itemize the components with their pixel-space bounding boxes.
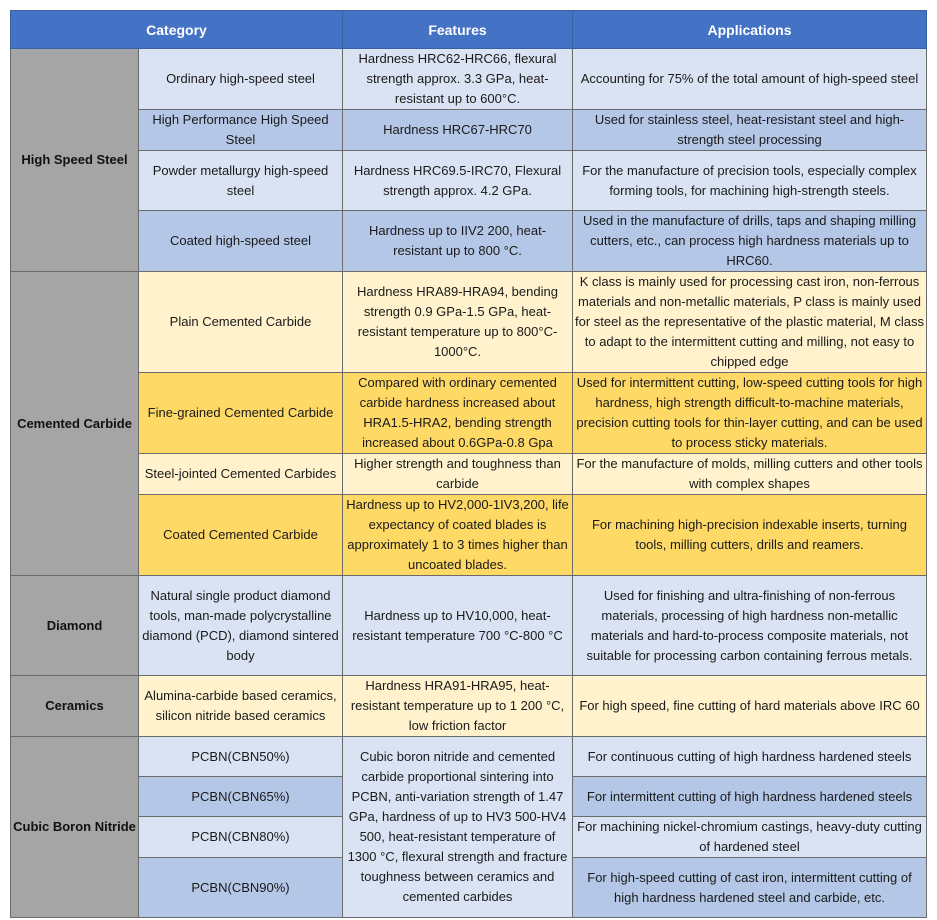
material-type: High Performance High Speed Steel [139,110,343,151]
table-row [11,737,927,777]
material-features: Hardness up to HV2,000-1IV3,200, life expectancy of coated blades is approximately 1 to 3 times higher than uncoated blades. [343,495,573,576]
material-applications: For intermittent cutting of high hardness hardened steels [573,777,927,817]
material-type: Coated Cemented Carbide [139,495,343,576]
material-applications: Used for intermittent cutting, low-speed cutting tools for high hardness, high strength difficult-to-machine materials, precision cutting tools for thin-layer cutting, and can be used to process sticky materials. [573,373,927,454]
material-applications: For continuous cutting of high hardness hardened steels [573,737,927,777]
material-type: Natural single product diamond tools, man-made polycrystalline diamond (PCD), diamond sintered body [139,576,343,676]
category-cemented-carbide: Cemented Carbide [11,272,139,576]
table-row [11,495,927,576]
material-features: Hardness HRC67-HRC70 [343,110,573,151]
material-applications: For high speed, fine cutting of hard materials above IRC 60 [573,676,927,737]
material-features: Hardness HRA91-HRA95, heat-resistant temperature up to 1 200 °C, low friction factor [343,676,573,737]
material-applications: Used for finishing and ultra-finishing of non-ferrous materials, processing of high hardness non-metallic materials and hard-to-process composite materials, not suitable for processing carbon containing ferrous metals. [573,576,927,676]
material-type: Steel-jointed Cemented Carbides [139,454,343,495]
material-type: Powder metallurgy high-speed steel [139,151,343,211]
material-applications: For the manufacture of molds, milling cutters and other tools with complex shapes [573,454,927,495]
material-applications: Accounting for 75% of the total amount of high-speed steel [573,49,927,110]
material-features: Hardness up to IIV2 200, heat-resistant up to 800 °C. [343,211,573,272]
material-type: Fine-grained Cemented Carbide [139,373,343,454]
material-applications: For high-speed cutting of cast iron, intermittent cutting of high hardness hardened steel and carbide, etc. [573,858,927,918]
category-high-speed-steel: High Speed Steel [11,49,139,272]
material-applications: K class is mainly used for processing cast iron, non-ferrous materials and non-metallic materials, P class is mainly used for steel as the representative of the plastic material, M class to adapt to the intermittent cutting and milling, not easy to chipped edge [573,272,927,373]
material-features: Cubic boron nitride and cemented carbide proportional sintering into PCBN, anti-variation strength of 1.47 GPa, hardness of up to HV3 500-HV4 500, heat-resistant temperature of 1300 °C, flexural strength and fracture toughness between ceramics and cemented carbides [343,737,573,918]
material-type: Plain Cemented Carbide [139,272,343,373]
material-features: Higher strength and toughness than carbide [343,454,573,495]
material-applications: For machining high-precision indexable inserts, turning tools, milling cutters, drills and reamers. [573,495,927,576]
category-diamond: Diamond [11,576,139,676]
material-applications: For machining nickel-chromium castings, heavy-duty cutting of hardened steel [573,817,927,858]
material-features: Hardness HRC69.5-IRC70, Flexural strength approx. 4.2 GPa. [343,151,573,211]
table-row [11,49,927,110]
table-row [11,151,927,211]
material-type: Ordinary high-speed steel [139,49,343,110]
category-ceramics: Ceramics [11,676,139,737]
tool-materials-table [10,10,927,918]
category-cubic-boron-nitride: Cubic Boron Nitride [11,737,139,918]
table-row [11,110,927,151]
header-row [11,11,927,49]
material-features: Hardness up to HV10,000, heat-resistant temperature 700 °C-800 °C [343,576,573,676]
material-type: PCBN(CBN65%) [139,777,343,817]
material-features: Hardness HRA89-HRA94, bending strength 0.9 GPa-1.5 GPa, heat-resistant temperature up to 800°C-1000°C. [343,272,573,373]
material-type: PCBN(CBN50%) [139,737,343,777]
header-features: Features [343,11,573,49]
material-features: Hardness HRC62-HRC66, flexural strength approx. 3.3 GPa, heat-resistant up to 600°C. [343,49,573,110]
table-row [11,272,927,373]
material-features: Compared with ordinary cemented carbide hardness increased about HRA1.5-HRA2, bending strength increased about 0.6GPa-0.8 Gpa [343,373,573,454]
table-row [11,454,927,495]
material-type: PCBN(CBN90%) [139,858,343,918]
material-type: PCBN(CBN80%) [139,817,343,858]
table-row [11,576,927,676]
table-row [11,676,927,737]
header-category: Category [11,11,343,49]
header-applications: Applications [573,11,927,49]
material-applications: Used for stainless steel, heat-resistant steel and high-strength steel processing [573,110,927,151]
material-applications: For the manufacture of precision tools, especially complex forming tools, for machining high-strength steels. [573,151,927,211]
material-type: Coated high-speed steel [139,211,343,272]
table-row [11,373,927,454]
table-row [11,211,927,272]
material-applications: Used in the manufacture of drills, taps and shaping milling cutters, etc., can process high hardness materials up to HRC60. [573,211,927,272]
material-type: Alumina-carbide based ceramics, silicon nitride based ceramics [139,676,343,737]
